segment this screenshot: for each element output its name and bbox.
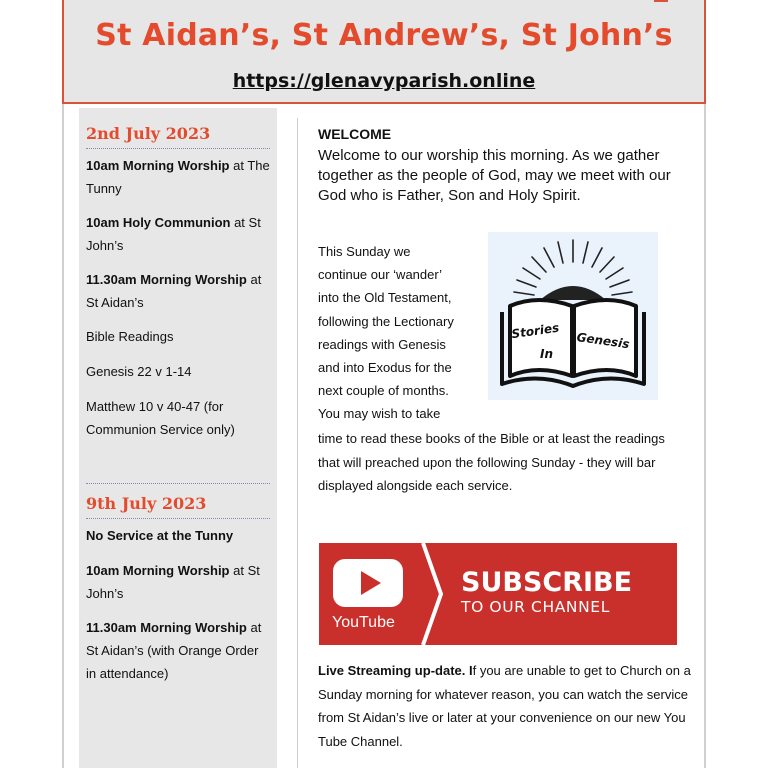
header-banner [62,0,706,104]
service-time: 11.30am Morning Worship [86,272,247,287]
service-item [86,211,270,257]
wander-line: into the Old Testament, [318,290,452,306]
parish-title: St Aidan’s, St Andrew’s, St John’s [95,18,673,53]
stories-in-genesis-image [488,232,658,400]
column-divider [297,118,298,768]
reading-item: Matthew 10 v 40-47 (for Communion Service only) [86,399,235,437]
book-icon [488,232,658,400]
date-heading-2: 9th July 2023 [86,494,207,513]
service-sidebar [79,108,277,768]
live-streaming-paragraph [318,659,692,753]
book-word: In [540,347,554,361]
book-word: Genesis [575,330,631,352]
service-item [86,616,270,685]
header-edge-mark [654,0,668,2]
youtube-banner-graphic [319,543,677,645]
dotted-divider [86,483,270,484]
youtube-subscribe-banner[interactable] [319,543,677,645]
parish-url-link[interactable]: https://glenavyparish.online [232,70,536,92]
sidebar-content [86,108,270,685]
live-streaming-text: f you are unable to get to Church on a Sunday morning for whatever reason, you can watch the service from St Aidan’s live or later at your convenience on our new You Tube Channel. [318,663,691,749]
wander-line: next couple of months. [318,383,449,399]
subscribe-text: SUBSCRIBE [461,567,633,598]
wander-line: This Sunday we [318,244,411,259]
no-service-note: No Service at the Tunny [86,528,234,543]
wander-line: You may wish to take [318,406,441,422]
service-location: at St John’s [86,215,261,253]
wander-line: readings with Genesis [318,336,446,352]
dotted-divider [86,148,270,149]
service-time: 10am Morning Worship [86,158,230,173]
service-location: at The Tunny [86,158,270,196]
wander-paragraph [318,240,486,426]
date-heading-1: 2nd July 2023 [86,124,211,143]
dotted-divider [86,518,270,519]
service-location: at St Aidan’s (with Orange Order in attendance) [86,620,262,681]
service-location: at St John’s [86,563,260,601]
channel-text: TO OUR CHANNEL [461,598,610,616]
youtube-logo-text: YouTube [332,614,395,631]
wander-line: following the Lectionary [318,313,454,329]
wander-line: continue our ‘wander’ [318,267,443,283]
reading-item: Genesis 22 v 1-14 [86,364,192,379]
service-time: 10am Morning Worship [86,563,230,578]
book-word: Stories [510,320,561,342]
service-time: 11.30am Morning Worship [86,620,247,635]
service-item [86,154,270,200]
service-location: at St Aidan’s [86,272,262,310]
service-item [86,268,270,314]
welcome-heading: WELCOME [318,126,392,142]
frame-right [704,104,706,768]
wander-paragraph-continued: time to read these books of the Bible or at least the readings that will preached upon the following Sunday - they will bar displayed alongside each service. [318,431,665,493]
service-item [86,559,270,605]
readings-label: Bible Readings [86,329,174,344]
frame-left [62,104,64,768]
live-streaming-heading: Live Streaming up-date. I [318,663,473,678]
wander-line: and into Exodus for the [318,360,452,376]
service-time: 10am Holy Communion [86,215,231,230]
welcome-text: Welcome to our worship this morning. As we gather together as the people of God, may we meet with our God who is Father, Son and Holy Spirit. [318,147,671,204]
chevron-divider [423,543,441,645]
